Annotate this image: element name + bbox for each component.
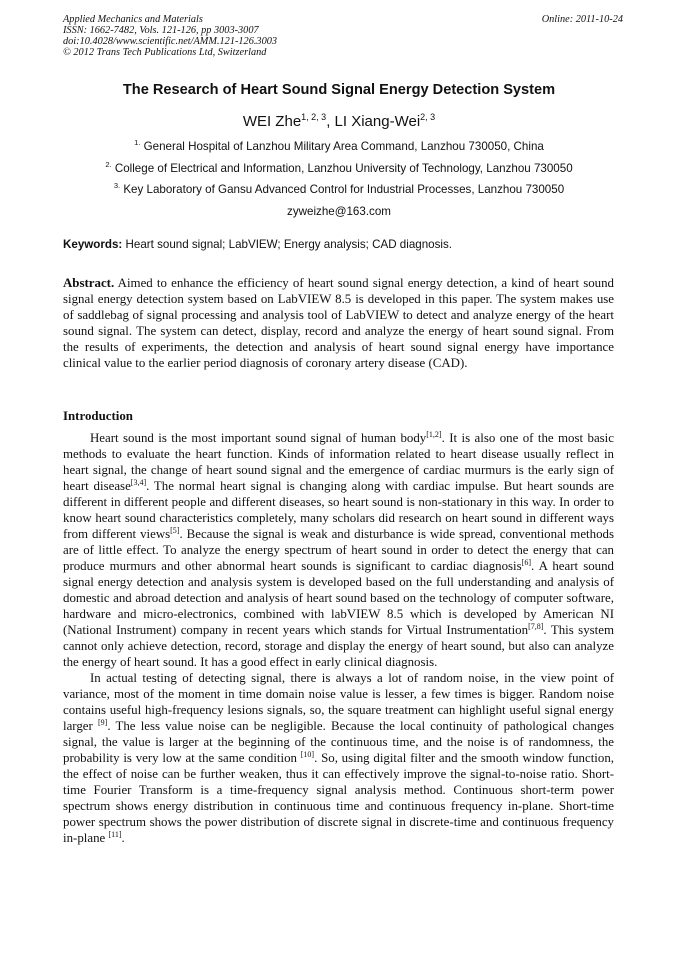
journal-doi: doi:10.4028/www.scientific.net/AMM.121-126.3003	[63, 36, 278, 47]
citation: [1,2]	[426, 430, 442, 439]
citation: [9]	[98, 718, 108, 727]
affiliation-3	[0, 183, 678, 196]
introduction-body	[63, 430, 614, 846]
text-run: . So, using digital filter and the smooth window function, the effect of noise can be further weaken, thus it can effectively improve the signal-to-noise ratio. Short-time Fourier Transform is a time-frequency signal analysis method. Continuous short-term power spectrum shows energy distribution in continuous time and continuous frequency in-plane. Short-time power spectrum shows the power distribution of discrete signal in discrete-time and continuous frequency in-plane	[63, 751, 614, 845]
journal-copyright: © 2012 Trans Tech Publications Ltd, Switzerland	[63, 47, 267, 58]
paragraph-1	[63, 430, 614, 670]
affiliation-2	[0, 162, 678, 175]
author-2: LI Xiang-Wei	[334, 113, 421, 130]
citation: [3,4]	[130, 478, 147, 487]
affiliation-text: College of Electrical and Information, Lanzhou University of Technology, Lanzhou 730050	[111, 162, 573, 175]
author-1: WEI Zhe	[242, 113, 302, 130]
text-run: . This system cannot only achieve detection, record, storage and display the energy of heart sound, but also can analyze the energy of heart sound. It has a good effect in early clinical diagnosis.	[63, 623, 614, 669]
affiliation-text: Key Laboratory of Gansu Advanced Control for Industrial Processes, Lanzhou 730050	[120, 183, 565, 196]
keywords-label: Keywords:	[63, 238, 123, 251]
keywords	[63, 238, 615, 251]
citation: [11]	[108, 830, 122, 839]
keywords-text: Heart sound signal; LabVIEW; Energy analysis; CAD diagnosis.	[122, 238, 453, 251]
citation: [6]	[521, 558, 531, 567]
citation: [5]	[170, 526, 180, 535]
text-run: .	[121, 831, 125, 845]
paper-title: The Research of Heart Sound Signal Energy Detection System	[122, 82, 556, 98]
text-run: . The normal heart signal is changing along with cardiac impulse. But heart sounds are different in different people and different diseases, so heart sound is non-stationary in this way. In order to know heart sound characteristics completely, many scholars did research on heart sound in different ways from different views	[63, 479, 614, 541]
affiliation-number: 2.	[105, 160, 112, 169]
text-run: . Because the signal is weak and disturbance is wide spread, conventional methods are of little effect. To analyze the energy spectrum of heart sound in order to detect the energy that can produce murmurs and other abnormal heart sounds is significant to cardiac diagnosis	[63, 527, 614, 573]
paragraph-2	[63, 670, 614, 846]
affiliation-number: 3.	[113, 181, 121, 190]
abstract	[63, 275, 614, 371]
abstract-label: Abstract.	[63, 276, 115, 290]
text-run: Heart sound is the most important sound signal of human body	[90, 431, 427, 445]
text-run: . A heart sound signal energy detection and analysis system is developed based on the full understanding and analysis of domestic and abroad detection and analysis of heart sound based on the technology of computer software, hardware and micro-electronics, combined with labVIEW 8.5 which is developed by American NI (National Instrument) company in recent years which stands for Virtual Instrumentation	[63, 559, 615, 637]
online-date: Online: 2011-10-24	[541, 14, 623, 25]
text-run: In actual testing of detecting signal, there is always a lot of random noise, in the view point of variance, most of the moment in time domain noise value is lesser, a few times is bigger. Random noise contains useful high-frequency lesions signals, so, the square treatment can highlight useful signal energy larger	[63, 671, 614, 733]
citation: [7,8]	[528, 622, 544, 631]
section-heading-introduction: Introduction	[63, 409, 133, 423]
citation: [10]	[300, 750, 315, 759]
affiliation-1	[0, 140, 678, 153]
author-1-affiliation: 1, 2, 3	[301, 112, 327, 122]
text-run: . The less value noise can be negligible. Because the local continuity of pathological changes signal, the value is larger at the beginning of the continuous time, and the noise is of randomness, the probability is very low at the same condition	[63, 719, 614, 765]
author-line	[0, 113, 678, 130]
author-email: zyweizhe@163.com	[287, 205, 391, 218]
text-run: . It is also one of the most basic methods to evaluate the heart function. Kinds of information related to heart disease usually reflect in heart signal, the change of heart sound signal and the emergence of cardiac murmurs is the early sign of heart disease	[63, 431, 614, 493]
journal-name: Applied Mechanics and Materials	[63, 14, 203, 25]
affiliation-text: General Hospital of Lanzhou Military Area Command, Lanzhou 730050, China	[140, 140, 544, 153]
journal-header	[63, 14, 623, 58]
author-2-affiliation: 2, 3	[420, 112, 436, 122]
author-separator: ,	[326, 113, 335, 130]
abstract-text: Aimed to enhance the efficiency of heart sound signal energy detection, a kind of heart sound signal energy detection system based on LabVIEW 8.5 is developed in this paper. The system makes use of saddlebag of signal processing and analysis tool of LabVIEW to detect and analyze energy of the heart sound signal. The system can detect, display, record and analyze the energy of heart sound signal. From the results of experiments, the detection and analysis of heart sound signal energy have importance clinical value to the earlier period diagnosis of coronary artery disease (CAD).	[63, 276, 614, 370]
affiliation-number: 1.	[134, 138, 141, 147]
journal-issn: ISSN: 1662-7482, Vols. 121-126, pp 3003-3007	[63, 25, 259, 36]
